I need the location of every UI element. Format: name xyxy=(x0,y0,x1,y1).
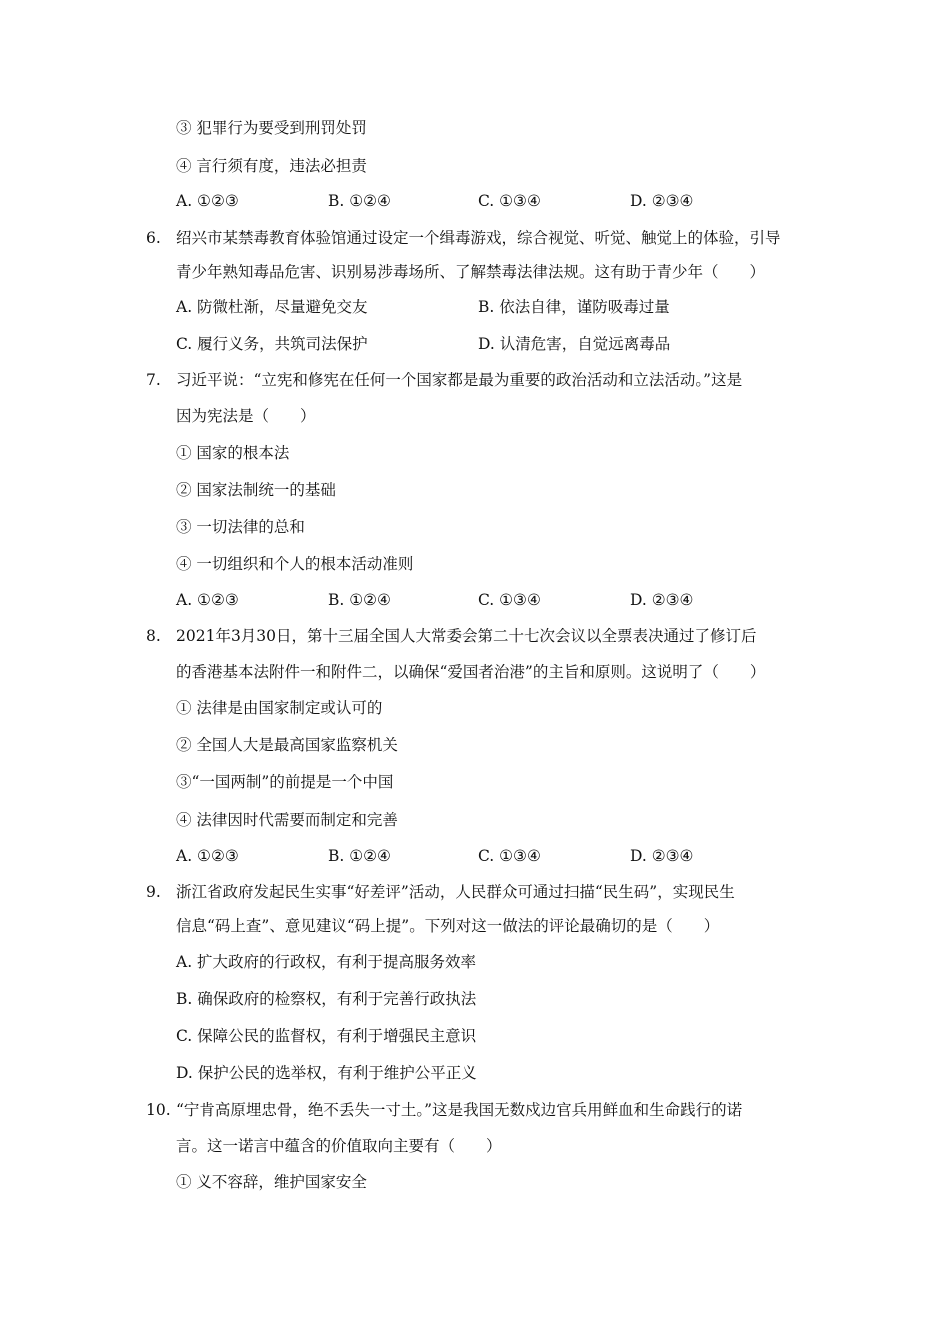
q6-option-d: D. 认清危害，自觉远离毒品 xyxy=(478,335,671,353)
q6-option-a: A. 防微杜渐，尽量避免交友 xyxy=(176,298,368,316)
q9-stem-line-1: 浙江省政府发起民生实事“好差评”活动，人民群众可通过扫描“民生码”，实现民生 xyxy=(176,883,735,901)
q8-item-3: ③“一国两制”的前提是一个中国 xyxy=(176,773,394,791)
q7-option-d: D. ②③④ xyxy=(630,591,694,609)
q8-stem-line-2: 的香港基本法附件一和附件二，以确保“爱国者治港”的主旨和原则。这说明了（ ） xyxy=(176,663,766,681)
q9-number: 9. xyxy=(146,883,161,901)
q6-option-c: C. 履行义务，共筑司法保护 xyxy=(176,335,368,353)
q8-option-a: A. ①②③ xyxy=(176,847,239,865)
q7-item-2: ② 国家法制统一的基础 xyxy=(176,481,336,499)
q7-stem-line-2: 因为宪法是（ ） xyxy=(176,407,316,425)
q8-item-2: ② 全国人大是最高国家监察机关 xyxy=(176,736,398,754)
q8-number: 8. xyxy=(146,627,161,645)
q7-number: 7. xyxy=(146,371,161,389)
q6-option-b: B. 依法自律，谨防吸毒过量 xyxy=(478,298,670,316)
q5-option-b: B. ①②④ xyxy=(328,192,391,210)
q8-option-b: B. ①②④ xyxy=(328,847,391,865)
q8-option-c: C. ①③④ xyxy=(478,847,541,865)
q8-stem-line-1: 2021年3月30日，第十三届全国人大常委会第二十七次会议以全票表决通过了修订后 xyxy=(176,627,757,645)
q8-item-4: ④ 法律因时代需要而制定和完善 xyxy=(176,811,398,829)
q5-option-d: D. ②③④ xyxy=(630,192,694,210)
q9-option-d: D. 保护公民的选举权，有利于维护公平正义 xyxy=(176,1064,477,1082)
q7-option-c: C. ①③④ xyxy=(478,591,541,609)
q6-stem-line-2: 青少年熟知毒品危害、识别易涉毒场所、了解禁毒法律法规。这有助于青少年（ ） xyxy=(176,263,766,281)
q6-number: 6. xyxy=(146,229,161,247)
q9-stem-line-2: 信息“码上查”、意见建议“码上提”。下列对这一做法的评论最确切的是（ ） xyxy=(176,917,720,935)
q7-item-4: ④ 一切组织和个人的根本活动准则 xyxy=(176,555,414,573)
q7-stem-line-1: 习近平说：“立宪和修宪在任何一个国家都是最为重要的政治活动和立法活动。”这是 xyxy=(176,371,743,389)
q10-number: 10. xyxy=(146,1101,171,1119)
q7-option-a: A. ①②③ xyxy=(176,591,239,609)
q6-stem-line-1: 绍兴市某禁毒教育体验馆通过设定一个缉毒游戏，综合视觉、听觉、触觉上的体验，引导 xyxy=(176,229,781,247)
q8-item-1: ① 法律是由国家制定或认可的 xyxy=(176,699,383,717)
q9-option-c: C. 保障公民的监督权，有利于增强民主意识 xyxy=(176,1027,477,1045)
q9-option-a: A. 扩大政府的行政权，有利于提高服务效率 xyxy=(176,953,477,971)
q5-option-a: A. ①②③ xyxy=(176,192,239,210)
q7-option-b: B. ①②④ xyxy=(328,591,391,609)
q8-option-d: D. ②③④ xyxy=(630,847,694,865)
q7-item-3: ③ 一切法律的总和 xyxy=(176,518,305,536)
q5-option-c: C. ①③④ xyxy=(478,192,541,210)
q10-item-1: ① 义不容辞，维护国家安全 xyxy=(176,1173,367,1191)
q9-option-b: B. 确保政府的检察权，有利于完善行政执法 xyxy=(176,990,477,1008)
q10-stem-line-1: “宁肯高原埋忠骨，绝不丢失一寸土。”这是我国无数戍边官兵用鲜血和生命践行的诺 xyxy=(176,1101,743,1119)
q10-stem-line-2: 言。这一诺言中蕴含的价值取向主要有（ ） xyxy=(176,1137,502,1155)
q7-item-1: ① 国家的根本法 xyxy=(176,444,290,462)
q5-item-4: ④ 言行须有度，违法必担责 xyxy=(176,157,367,175)
q5-item-3: ③ 犯罪行为要受到刑罚处罚 xyxy=(176,119,367,137)
